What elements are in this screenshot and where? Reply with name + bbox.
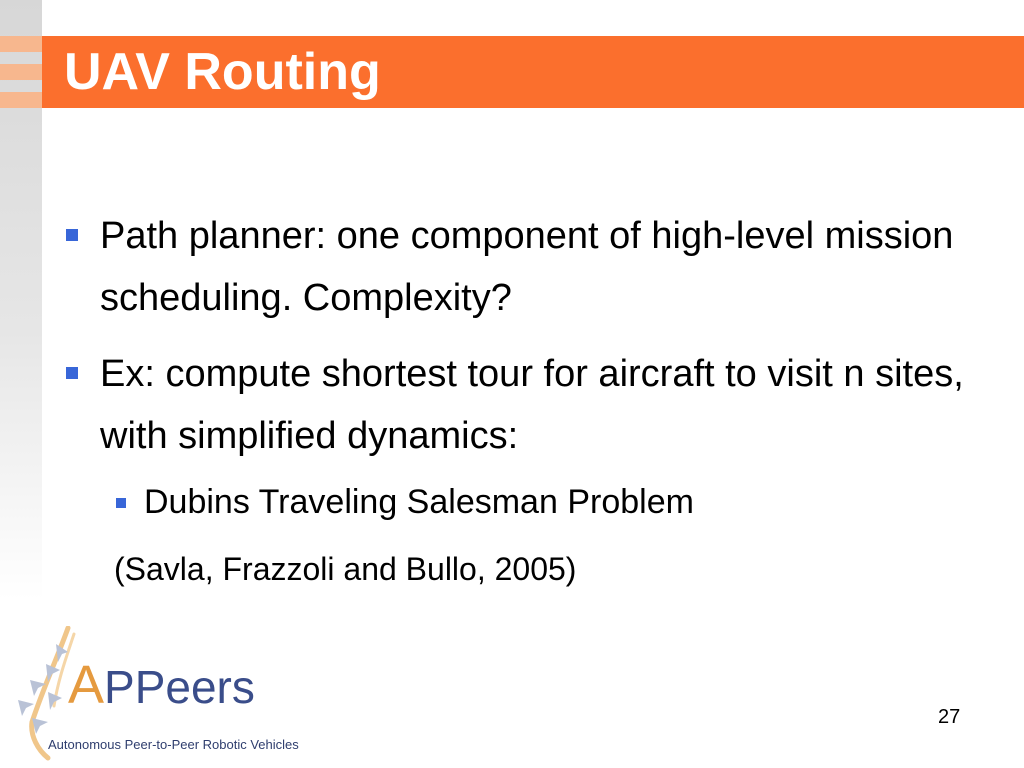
citation: (Savla, Frazzoli and Bullo, 2005)	[114, 551, 577, 587]
bullet-text: Path planner: one component of high-level mission scheduling. Complexity?	[100, 215, 954, 319]
sub-bullet-item	[62, 479, 982, 525]
bullet-item	[62, 205, 982, 329]
logo-tagline: Autonomous Peer-to-Peer Robotic Vehicles	[48, 737, 299, 752]
slide-title: UAV Routing	[64, 43, 381, 101]
title-accent-bars	[0, 36, 42, 108]
bullet-square-icon	[116, 498, 126, 508]
bullet-item	[62, 343, 982, 467]
bullet-square-icon	[66, 367, 78, 379]
page-number: 27	[938, 706, 961, 728]
logo-wordmark	[68, 655, 255, 715]
bullet-list	[62, 205, 982, 591]
bullet-text: Ex: compute shortest tour for aircraft to visit n sites, with simplified dynamics:	[100, 353, 964, 457]
sub-bullet-text: Dubins Traveling Salesman Problem	[144, 483, 694, 521]
logo-letter-a: A	[68, 655, 105, 715]
logo-word-rest: PPeers	[104, 661, 255, 713]
bullet-square-icon	[66, 229, 78, 241]
